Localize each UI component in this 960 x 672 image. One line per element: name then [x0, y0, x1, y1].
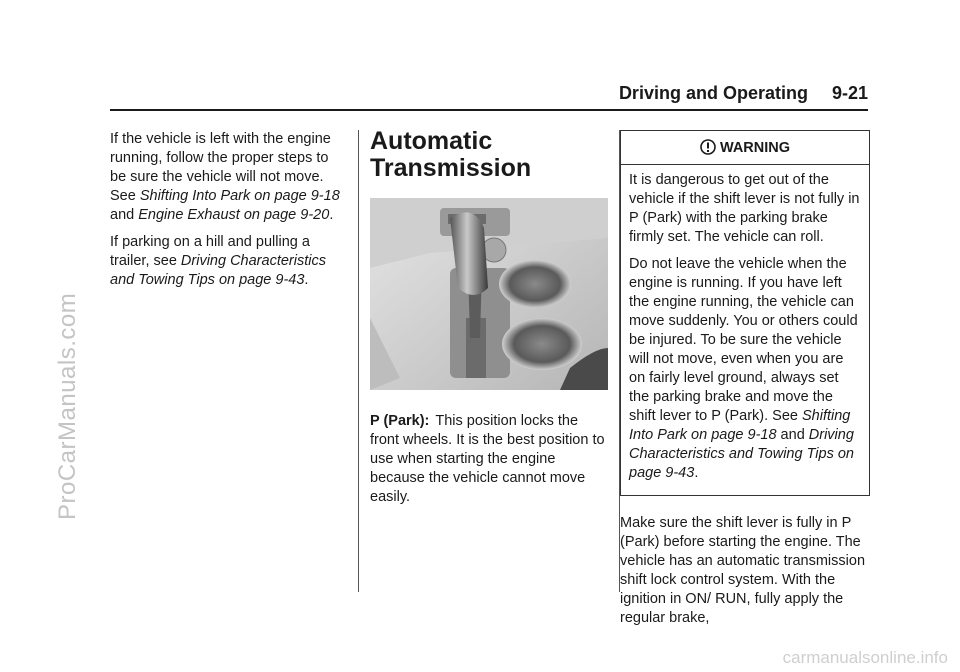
cross-reference[interactable]: Shifting Into Park on page 9-18	[139, 188, 340, 204]
shift-lever-illustration	[370, 198, 608, 390]
warning-header	[621, 131, 869, 165]
page-header	[110, 83, 868, 111]
paragraph-shift-lock: Make sure the shift lever is fully in P (Park) before starting the engine. The vehicle has an automatic transmission shift lock control system. With the ignition in ON/ RUN, fully apply the regular brake,	[620, 515, 866, 626]
section-name: Driving and Operating	[618, 83, 808, 103]
warning-paragraph: Do not leave the vehicle when the engine is running. If you have left the engine running, the vehicle can move suddenly. You or others could be injured. To be sure the vehicle will not move, even when you are on fairly level ground, always set the parking brake and move the shift lever to P (Park). See Shifting Into Park on page 9-18 and Driving Characteristics and Towing Tips on page 9-43.	[629, 256, 858, 481]
side-watermark: ProCarManuals.com	[54, 292, 81, 520]
cross-reference[interactable]: Shifting Into Park on page 9-18	[629, 408, 851, 443]
warning-icon	[700, 139, 716, 155]
warning-box	[620, 130, 870, 496]
cross-reference[interactable]: Engine Exhaust on page 9-20	[138, 207, 330, 223]
paragraph-engine-running: If the vehicle is left with the engine running, follow the proper steps to be sure the vehicle will not move. See Shifting Into Park on page 9-18 and Engine Exhaust on page 9-20.	[110, 131, 340, 223]
paragraph-hill-parking: If parking on a hill and pulling a trailer, see Driving Characteristics and Towing Tips on page 9-43.	[110, 234, 326, 288]
bottom-watermark: carmanualsonline.info	[782, 648, 948, 667]
warning-paragraph: It is dangerous to get out of the vehicle if the shift lever is not fully in P (Park) with the parking brake firmly set. The vehicle can roll.	[629, 172, 860, 245]
section-title: Automatic Transmission	[370, 127, 532, 182]
column-divider	[358, 130, 359, 592]
column-left	[110, 130, 342, 298]
cross-reference[interactable]: Driving Characteristics and Towing Tips on page 9-43	[629, 427, 854, 481]
paragraph-park: P (Park): This position locks the front wheels. It is the best position to use when starting the engine because the vehicle cannot move easily.	[370, 413, 605, 505]
page-number: 9-21	[831, 83, 868, 103]
warning-body	[621, 165, 869, 495]
warning-label: WARNING	[719, 140, 791, 156]
column-middle	[370, 128, 610, 515]
park-label: P (Park):	[370, 413, 430, 429]
cross-reference[interactable]: Driving Characteristics and Towing Tips on page 9-43	[110, 253, 326, 288]
column-right	[620, 130, 870, 636]
